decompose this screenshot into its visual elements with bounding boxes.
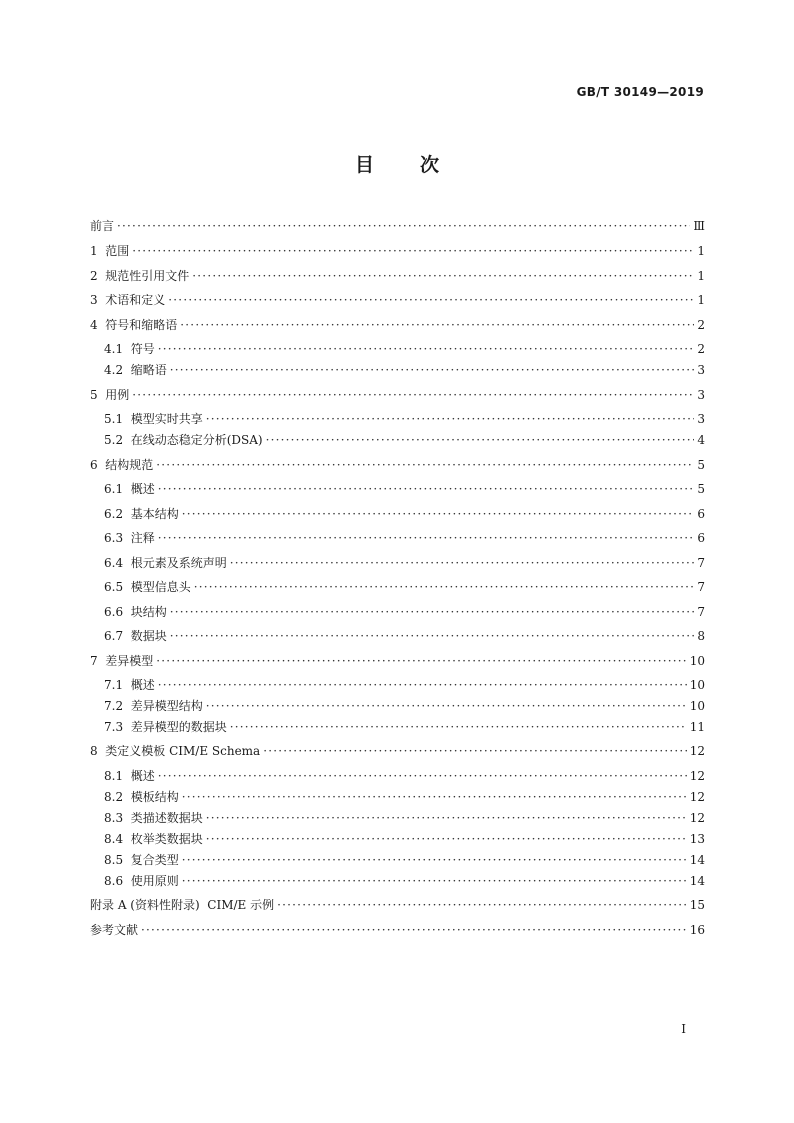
toc-entry[interactable] — [104, 873, 705, 889]
toc-entry[interactable] — [104, 719, 705, 735]
toc-page: 2 — [697, 342, 705, 356]
toc-leader — [180, 317, 694, 333]
toc-label: 符号和缩略语 — [105, 318, 178, 332]
toc-leader — [170, 362, 695, 378]
toc-leader — [182, 789, 687, 805]
toc-page: 5 — [697, 458, 705, 472]
toc-number: 5 — [90, 388, 106, 402]
toc-entry[interactable] — [90, 317, 705, 333]
toc-page: 14 — [689, 853, 705, 867]
toc-label: 使用原则 — [130, 874, 179, 888]
toc-number: 7.2 — [104, 699, 131, 713]
toc-leader — [170, 604, 695, 620]
toc-page: 3 — [697, 363, 705, 377]
toc-entry[interactable] — [90, 292, 705, 308]
toc-leader — [266, 432, 695, 448]
toc-leader — [263, 743, 687, 759]
toc-label: 模型信息头 — [130, 580, 191, 594]
toc-label: 差异模型 — [105, 654, 154, 668]
toc-page: Ⅲ — [693, 219, 705, 233]
toc-entry[interactable] — [104, 604, 705, 620]
toc-label: 术语和定义 — [105, 293, 166, 307]
toc-page: 6 — [697, 507, 705, 521]
toc-entry[interactable] — [90, 457, 705, 473]
toc-leader — [182, 506, 695, 522]
toc-number: 8.2 — [104, 790, 131, 804]
toc-label: 差异模型结构 — [130, 699, 203, 713]
toc-page: 11 — [689, 720, 705, 734]
toc-page: 3 — [697, 388, 705, 402]
toc-label: 概述 — [130, 482, 155, 496]
toc-leader — [277, 897, 687, 913]
toc-leader — [132, 243, 694, 259]
toc-entry[interactable] — [90, 897, 705, 913]
toc-leader — [117, 218, 690, 234]
toc-page: 15 — [689, 898, 705, 912]
toc-label: 模板结构 — [130, 790, 179, 804]
toc-page: 2 — [697, 318, 705, 332]
toc-number: 8.5 — [104, 853, 131, 867]
toc-label: 范围 — [105, 244, 130, 258]
toc-label: 类定义模板 CIM/E Schema — [105, 744, 261, 758]
toc-number: 6.2 — [104, 507, 131, 521]
toc-number: 8.3 — [104, 811, 131, 825]
toc-entry[interactable] — [104, 432, 705, 448]
toc-page: 1 — [697, 269, 705, 283]
toc-page: 3 — [697, 412, 705, 426]
standard-code: GB/T 30149—2019 — [576, 85, 704, 99]
toc-page: 7 — [697, 580, 705, 594]
toc-number: 5.1 — [104, 412, 131, 426]
toc-entry[interactable] — [104, 852, 705, 868]
toc-page: 16 — [689, 923, 705, 937]
toc-entry[interactable] — [104, 555, 705, 571]
toc-leader — [170, 628, 695, 644]
toc-page: 8 — [697, 629, 705, 643]
page-title — [0, 150, 794, 177]
toc-label: 参考文献 — [90, 923, 139, 937]
toc-entry[interactable] — [104, 530, 705, 546]
toc-entry[interactable] — [104, 831, 705, 847]
toc-entry[interactable] — [104, 411, 705, 427]
toc-entry[interactable] — [90, 218, 705, 234]
toc-leader — [158, 530, 695, 546]
toc-number: 7 — [90, 654, 106, 668]
toc-number: 2 — [90, 269, 106, 283]
toc-label: 块结构 — [130, 605, 167, 619]
toc-leader — [182, 873, 687, 889]
toc-leader — [158, 341, 695, 357]
toc-number: 6.3 — [104, 531, 131, 545]
toc-number: 6.5 — [104, 580, 131, 594]
toc-entry[interactable] — [90, 243, 705, 259]
toc-label: 在线动态稳定分析(DSA) — [130, 433, 263, 447]
toc-page: 10 — [689, 678, 705, 692]
toc-label: 概述 — [130, 769, 155, 783]
toc-number: 6.7 — [104, 629, 131, 643]
toc-page: 6 — [697, 531, 705, 545]
toc-label: 枚举类数据块 — [130, 832, 203, 846]
toc-leader — [206, 831, 687, 847]
toc-label: 概述 — [130, 678, 155, 692]
toc-label: 注释 — [130, 531, 155, 545]
toc-leader — [156, 653, 686, 669]
toc-label: 前言 — [90, 219, 115, 233]
toc-leader — [158, 768, 687, 784]
toc-number: 6 — [90, 458, 106, 472]
toc-label: 模型实时共享 — [130, 412, 203, 426]
toc-number: 8.6 — [104, 874, 131, 888]
toc-leader — [158, 677, 687, 693]
toc-entry[interactable] — [104, 628, 705, 644]
toc-entry[interactable] — [104, 579, 705, 595]
toc-number: 6.4 — [104, 556, 131, 570]
toc-page: 12 — [689, 769, 705, 783]
toc-number: 8.1 — [104, 769, 131, 783]
toc-number: 8.4 — [104, 832, 131, 846]
toc-label: 附录 A (资料性附录) CIM/E 示例 — [90, 898, 275, 912]
toc-leader — [156, 457, 694, 473]
toc-page: 5 — [697, 482, 705, 496]
toc-page: 1 — [697, 244, 705, 258]
toc-leader — [132, 387, 694, 403]
toc-page: 1 — [697, 293, 705, 307]
toc-number: 7.1 — [104, 678, 131, 692]
toc-entry[interactable] — [104, 768, 705, 784]
toc-label: 缩略语 — [130, 363, 167, 377]
toc-page: 12 — [689, 811, 705, 825]
title-part-1: 目 — [354, 154, 374, 176]
toc-page: 12 — [689, 744, 705, 758]
toc-leader — [182, 852, 687, 868]
toc-entry[interactable] — [90, 268, 705, 284]
toc-leader — [206, 810, 687, 826]
toc-page: 12 — [689, 790, 705, 804]
toc-label: 根元素及系统声明 — [130, 556, 227, 570]
toc-page: 7 — [697, 556, 705, 570]
toc-entry[interactable] — [104, 698, 705, 714]
toc-entry[interactable] — [90, 743, 705, 759]
toc-page: 7 — [697, 605, 705, 619]
toc-number: 4 — [90, 318, 106, 332]
toc-entry[interactable] — [104, 341, 705, 357]
toc-entry[interactable] — [104, 362, 705, 378]
toc-label: 基本结构 — [130, 507, 179, 521]
toc-label: 复合类型 — [130, 853, 179, 867]
toc-label: 数据块 — [130, 629, 167, 643]
toc-number: 1 — [90, 244, 106, 258]
toc-leader — [158, 481, 695, 497]
toc-label: 用例 — [105, 388, 130, 402]
toc-number: 3 — [90, 293, 106, 307]
toc-entry[interactable] — [90, 387, 705, 403]
toc-number: 6.6 — [104, 605, 131, 619]
page-number: I — [681, 1022, 686, 1036]
toc-leader — [194, 579, 695, 595]
toc-entry[interactable] — [90, 922, 705, 938]
toc-entry[interactable] — [104, 506, 705, 522]
toc-leader — [230, 719, 687, 735]
toc-entry[interactable] — [104, 677, 705, 693]
toc-entry[interactable] — [104, 481, 705, 497]
toc-number: 8 — [90, 744, 106, 758]
toc-number: 6.1 — [104, 482, 131, 496]
toc-leader — [168, 292, 694, 308]
toc-entry[interactable] — [90, 653, 705, 669]
toc-number: 5.2 — [104, 433, 131, 447]
toc-label: 结构规范 — [105, 458, 154, 472]
toc-page: 14 — [689, 874, 705, 888]
toc-leader — [230, 555, 695, 571]
toc-page: 4 — [697, 433, 705, 447]
toc-leader — [192, 268, 694, 284]
toc-label: 规范性引用文件 — [105, 269, 190, 283]
toc-number: 7.3 — [104, 720, 131, 734]
toc-page: 10 — [689, 654, 705, 668]
toc-leader — [206, 411, 695, 427]
toc-page: 13 — [689, 832, 705, 846]
toc-label: 符号 — [130, 342, 155, 356]
toc-leader — [206, 698, 687, 714]
toc-number: 4.2 — [104, 363, 131, 377]
toc-label: 差异模型的数据块 — [130, 720, 227, 734]
toc-entry[interactable] — [104, 789, 705, 805]
title-part-2: 次 — [420, 154, 440, 176]
toc-label: 类描述数据块 — [130, 811, 203, 825]
toc-page: 10 — [689, 699, 705, 713]
toc-leader — [141, 922, 687, 938]
toc-number: 4.1 — [104, 342, 131, 356]
toc-entry[interactable] — [104, 810, 705, 826]
